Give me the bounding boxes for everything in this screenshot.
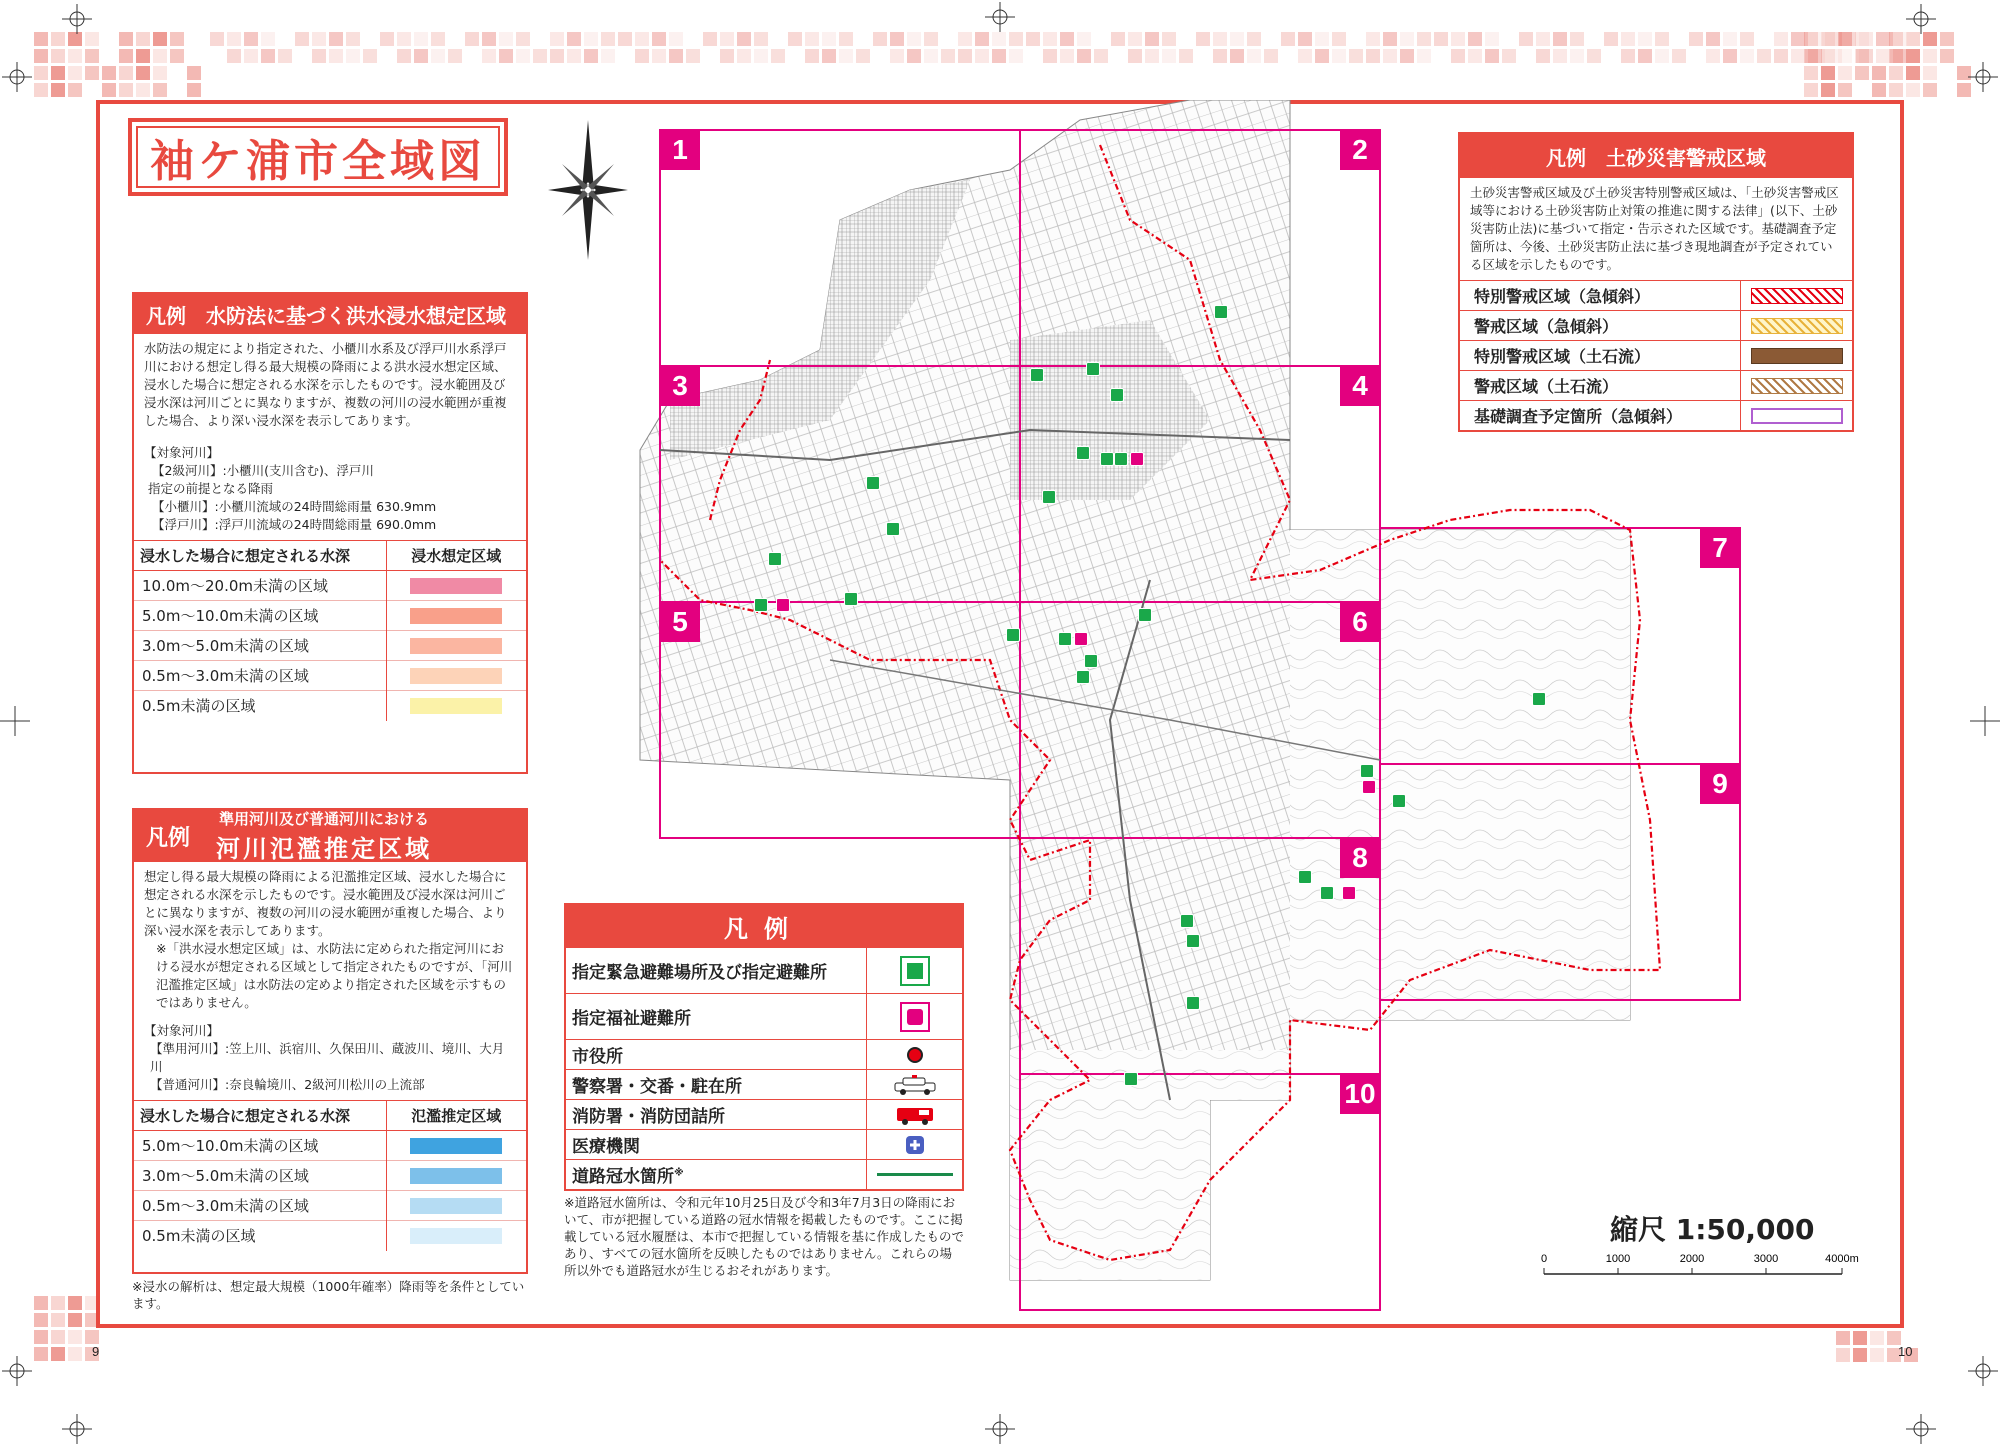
flood-legend-description: 水防法の規定により指定された、小櫃川水系及び浮戸川水系浮戸川における想定し得る最大規模の降雨による洪水浸水想定区域、浸水した場合に想定される水深を示したものです。浸水範囲及び浸水深は河川ごとに異なりますが、複数の河川の浸水範囲が重複した場合、より深い浸水深を表示してあります。 <box>144 341 507 428</box>
river-legend-head-small: 凡例 <box>146 825 191 851</box>
shelter-marker[interactable] <box>1058 632 1072 646</box>
flood-depth-swatch <box>410 638 502 654</box>
river-depth-swatch <box>410 1198 502 1214</box>
medical-icon <box>905 1135 925 1155</box>
top-band-mosaic <box>210 32 1907 63</box>
flood-rivers-label: 【対象河川】 <box>144 445 220 460</box>
flood-legend-row: 0.5m未満の区域 <box>134 691 526 721</box>
map-tile-5[interactable]: 5 <box>660 602 700 642</box>
purple-outline-swatch <box>1751 408 1843 424</box>
landslide-legend-panel <box>1458 132 1854 432</box>
shelter-marker[interactable] <box>1114 452 1128 466</box>
landslide-legend-row: 基礎調査予定箇所（急傾斜） <box>1460 400 1852 430</box>
road-flooding-note: ※道路冠水箇所は、令和元年10月25日及び令和3年7月3日の降雨において、市が把握している道路の冠水情報を掲載したものです。ここに掲載している冠水履歴は、本市で把握している情報を基に作成したものであり、すべての冠水箇所を反映したものではありません。これらの場所以外でも道路冠水が生じるおそれがあります。 <box>564 1195 965 1278</box>
river-col-depth: 浸水した場合に想定される水深 <box>134 1101 386 1131</box>
river-legend-row: 5.0m～10.0m未満の区域 <box>134 1131 526 1161</box>
flood-depth-swatch <box>410 668 502 684</box>
landslide-legend-row: 警戒区域（土石流） <box>1460 370 1852 400</box>
scale-tick-0: 0 <box>1540 1253 1548 1265</box>
river-legend-head-line1: 準用河川及び普通河川における <box>219 810 430 828</box>
map-tile-7[interactable]: 7 <box>1700 528 1740 568</box>
map-tile-9[interactable]: 9 <box>1700 764 1740 804</box>
shelter-marker[interactable] <box>1138 608 1152 622</box>
flood-legend-row: 0.5m～3.0m未満の区域 <box>134 661 526 691</box>
river-depth-swatch <box>410 1228 502 1244</box>
shelter-marker[interactable] <box>1084 654 1098 668</box>
flood-col-zone: 浸水想定区域 <box>386 541 526 571</box>
flood-legend-head: 凡例 水防法に基づく洪水浸水想定区域 <box>134 294 526 334</box>
shelter-icon <box>900 956 930 986</box>
page-title-box <box>128 118 508 196</box>
river-legend-panel <box>132 808 528 1274</box>
scale-tick-2000: 2000 <box>1679 1253 1705 1265</box>
city-hall-icon <box>907 1047 923 1063</box>
shelter-marker[interactable] <box>886 522 900 536</box>
scale-label: 縮尺 1:50,000 <box>1610 1213 1815 1246</box>
shelter-marker[interactable] <box>1186 934 1200 948</box>
fire-truck-icon <box>895 1104 935 1126</box>
registration-mark-icon <box>985 2 1015 32</box>
scale-tick-1000: 1000 <box>1605 1253 1631 1265</box>
shelter-marker[interactable] <box>1532 692 1546 706</box>
symbol-legend-head: 凡例 <box>566 905 962 947</box>
river-depth-table <box>134 1100 526 1251</box>
map-tile-8[interactable]: 8 <box>1340 838 1380 878</box>
map-tile-10[interactable]: 10 <box>1340 1074 1380 1114</box>
symbol-legend-row: 消防署・消防団詰所 <box>566 1099 962 1129</box>
shelter-marker[interactable] <box>1124 1072 1138 1086</box>
landslide-legend-row: 特別警戒区域（土石流） <box>1460 340 1852 370</box>
crop-mark-icon <box>0 706 30 736</box>
shelter-marker[interactable] <box>866 476 880 490</box>
compass-rose-icon <box>548 120 628 260</box>
brown-hatch-swatch <box>1751 378 1843 394</box>
map-tile-1[interactable]: 1 <box>660 130 700 170</box>
river-legend-row: 0.5m未満の区域 <box>134 1221 526 1251</box>
shelter-marker[interactable] <box>754 598 768 612</box>
shelter-marker[interactable] <box>1076 670 1090 684</box>
page-number-left: 9 <box>92 1344 100 1359</box>
registration-mark-icon <box>1968 1356 1998 1386</box>
red-hatch-swatch <box>1751 288 1843 304</box>
flood-depth-swatch <box>410 608 502 624</box>
registration-mark-icon <box>62 1414 92 1444</box>
police-car-icon <box>893 1075 937 1095</box>
welfare-shelter-marker[interactable] <box>1342 886 1356 900</box>
flood-legend-row: 10.0m～20.0m未満の区域 <box>134 571 526 601</box>
shelter-marker[interactable] <box>844 592 858 606</box>
registration-mark-icon <box>985 1414 1015 1444</box>
shelter-marker[interactable] <box>1006 628 1020 642</box>
registration-mark-icon <box>62 4 92 34</box>
map-tile-3[interactable]: 3 <box>660 366 700 406</box>
shelter-marker[interactable] <box>1030 368 1044 382</box>
landslide-legend-head: 凡例 土砂災害警戒区域 <box>1460 134 1852 178</box>
registration-mark-icon <box>1968 62 1998 92</box>
welfare-shelter-marker[interactable] <box>1130 452 1144 466</box>
symbol-legend-row: 指定福祉避難所 <box>566 993 962 1039</box>
river-depth-swatch <box>410 1168 502 1184</box>
flood-rain-1: 【小櫃川】:小櫃川流域の24時間総雨量 630.9mm <box>152 499 437 514</box>
shelter-marker[interactable] <box>1076 446 1090 460</box>
shelter-marker[interactable] <box>1214 305 1228 319</box>
corner-mosaic-top-left <box>34 32 201 97</box>
page-number-right: 10 <box>1898 1344 1913 1359</box>
river-col-zone: 氾濫推定区域 <box>386 1101 526 1131</box>
river-legend-note: ※「洪水浸水想定区域」は、水防法に定められた指定河川における浸水が想定される区域として指定されたものですが、「河川氾濫推定区域」は水防法の定めより指定された区域を示すものではありません。 <box>156 941 513 1010</box>
map-tile-2[interactable]: 2 <box>1340 130 1380 170</box>
shelter-marker[interactable] <box>1100 452 1114 466</box>
shelter-marker[interactable] <box>768 552 782 566</box>
river-rivers-label: 【対象河川】 <box>144 1023 220 1038</box>
yellow-hatch-swatch <box>1751 318 1843 334</box>
map-tile-6[interactable]: 6 <box>1340 602 1380 642</box>
shelter-marker[interactable] <box>1320 886 1334 900</box>
flood-depth-swatch <box>410 578 502 594</box>
brown-solid-swatch <box>1751 348 1843 364</box>
river-rivers-2: 【普通河川】:奈良輪境川、2級河川松川の上流部 <box>150 1077 425 1092</box>
river-legend-head-line2: 河川氾濫推定区域 <box>216 835 433 863</box>
welfare-shelter-icon <box>900 1002 930 1032</box>
flood-legend-row: 5.0m～10.0m未満の区域 <box>134 601 526 631</box>
symbol-legend-row: 道路冠水箇所※ <box>566 1159 962 1189</box>
shelter-marker[interactable] <box>1360 764 1374 778</box>
symbol-legend-row: 警察署・交番・駐在所 <box>566 1069 962 1099</box>
shelter-marker[interactable] <box>1392 794 1406 808</box>
flood-rivers-value: 【2級河川】:小櫃川(支川含む)、浮戸川 <box>152 463 374 478</box>
welfare-shelter-marker[interactable] <box>776 598 790 612</box>
registration-mark-icon <box>1906 1414 1936 1444</box>
flood-legend-panel <box>132 292 528 774</box>
river-legend-footnote: ※浸水の解析は、想定最大規模（1000年確率）降雨等を条件としています。 <box>132 1279 525 1311</box>
scale-tick-3000: 3000 <box>1753 1253 1779 1265</box>
page-title: 袖ケ浦市全域図 <box>136 126 500 188</box>
symbol-legend-row: 医療機関 <box>566 1129 962 1159</box>
flood-col-depth: 浸水した場合に想定される水深 <box>134 541 386 571</box>
shelter-marker[interactable] <box>1042 490 1056 504</box>
flood-rain-2: 【浮戸川】:浮戸川流域の24時間総雨量 690.0mm <box>152 517 437 532</box>
road-flooding-note-mark: ※ <box>674 1167 684 1179</box>
road-flooding-line-icon <box>877 1173 953 1176</box>
shelter-marker[interactable] <box>1298 870 1312 884</box>
symbol-legend-row: 市役所 <box>566 1039 962 1069</box>
river-legend-row: 0.5m～3.0m未満の区域 <box>134 1191 526 1221</box>
shelter-marker[interactable] <box>1186 996 1200 1010</box>
symbol-legend-row: 指定緊急避難場所及び指定避難所 <box>566 947 962 993</box>
scale-tick-4000: 4000m <box>1825 1253 1859 1265</box>
flood-rain-label: 指定の前提となる降雨 <box>148 481 274 496</box>
registration-mark-icon <box>2 62 32 92</box>
symbol-legend-panel <box>564 903 964 1191</box>
river-depth-swatch <box>410 1138 502 1154</box>
scale-bar <box>1536 1250 1866 1286</box>
welfare-shelter-marker[interactable] <box>1074 632 1088 646</box>
river-legend-row: 3.0m～5.0m未満の区域 <box>134 1161 526 1191</box>
flood-legend-row: 3.0m～5.0m未満の区域 <box>134 631 526 661</box>
river-legend-description: 想定し得る最大規模の降雨による氾濫推定区域、浸水した場合に想定される水深を示したものです。浸水範囲及び浸水深は河川ごとに異なりますが、複数の河川の浸水範囲が重複した場合、より深い浸水深を表示してあります。 <box>144 869 507 938</box>
shelter-marker[interactable] <box>1180 914 1194 928</box>
landslide-legend-row: 特別警戒区域（急傾斜） <box>1460 280 1852 310</box>
landslide-legend-description: 土砂災害警戒区域及び土砂災害特別警戒区域は、「土砂災害警戒区域等における土砂災害防止対策の推進に関する法律」(以下、土砂災害防止法)に基づいて指定・告示された区域です。基礎調査予定箇所は、今後、土砂災害防止法に基づき現地調査が予定されている区域を示したものです。 <box>1470 185 1839 272</box>
shelter-marker[interactable] <box>1110 388 1124 402</box>
landslide-legend-row: 警戒区域（急傾斜） <box>1460 310 1852 340</box>
map-tile-4[interactable]: 4 <box>1340 366 1380 406</box>
registration-mark-icon <box>1906 4 1936 34</box>
flood-depth-swatch <box>410 698 502 714</box>
river-legend-head <box>134 810 526 862</box>
crop-mark-icon <box>1970 706 2000 736</box>
welfare-shelter-marker[interactable] <box>1362 780 1376 794</box>
flood-depth-table <box>134 540 526 721</box>
river-rivers-1: 【準用河川】:笠上川、浜宿川、久保田川、蔵波川、境川、大月川 <box>150 1041 505 1074</box>
registration-mark-icon <box>2 1356 32 1386</box>
shelter-marker[interactable] <box>1086 362 1100 376</box>
